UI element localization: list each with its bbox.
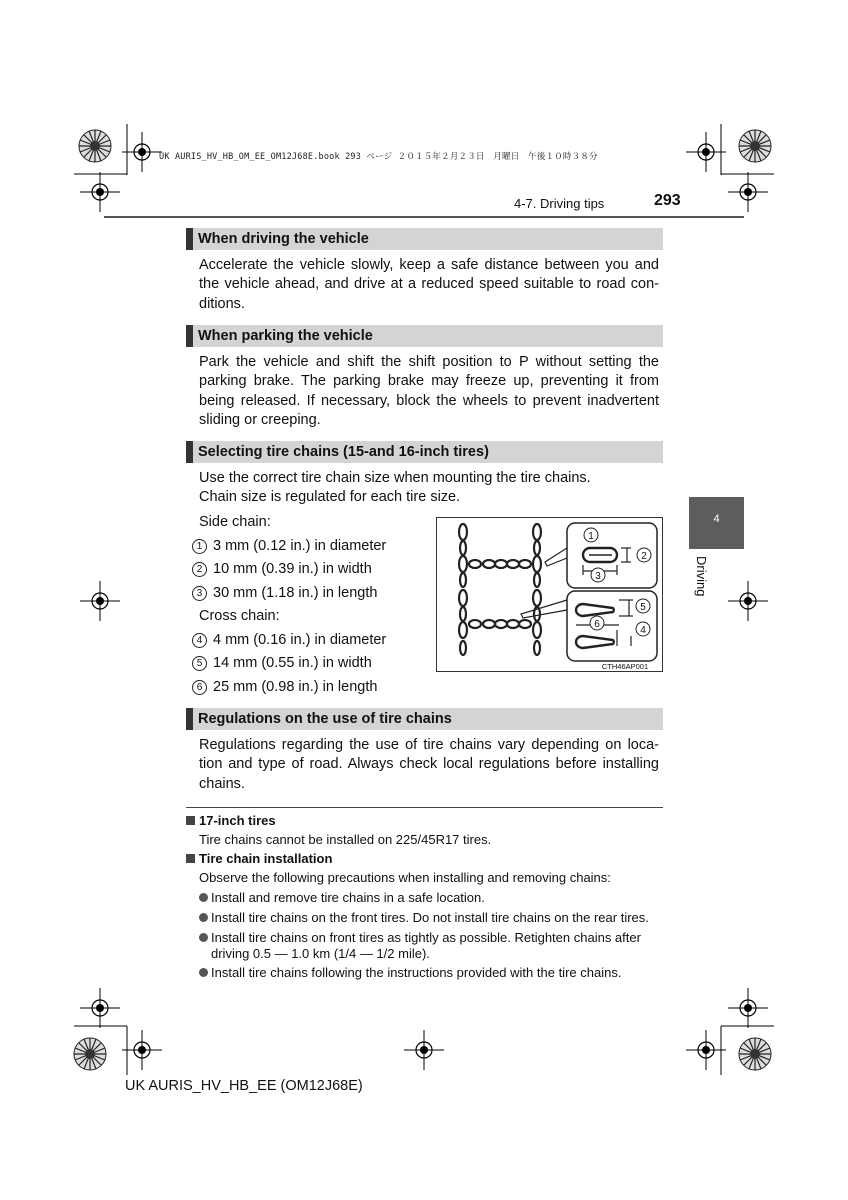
chapter-tab	[689, 497, 744, 549]
note-title-text: Tire chain installation	[199, 851, 333, 866]
callout-3: 3	[595, 571, 601, 582]
section-body-parking: Park the vehicle and shift the shift position to P without setting the parking brake. The parking brake may freeze up, preventing it from being released. If necessary, block the wheels to prevent inadvertent sliding or creeping.	[199, 354, 659, 428]
precaution-item	[199, 965, 664, 981]
spec-item-4	[192, 631, 386, 650]
spec-item-5	[192, 654, 372, 673]
precaution-text: Install tire chains following the instructions provided with the tire chains.	[211, 965, 622, 980]
spec-item-2	[192, 560, 372, 579]
callout-4: 4	[640, 625, 646, 636]
spec-item-6	[192, 678, 377, 697]
section-title-regulations: Regulations on the use of tire chains	[186, 708, 663, 730]
notes-divider	[186, 807, 663, 808]
spec-text: 10 mm (0.39 in.) in width	[213, 561, 372, 577]
callout-6: 6	[594, 619, 600, 630]
side-chain-label: Side chain:	[199, 514, 271, 530]
callout-1: 1	[588, 531, 594, 542]
body-line: Chain size is regulated for each tire size.	[199, 489, 461, 506]
rosette-bottom-right	[739, 1038, 771, 1070]
spec-text: 4 mm (0.16 in.) in diameter	[213, 632, 387, 648]
rosette-bottom-left	[74, 1038, 106, 1070]
body-line: Use the correct tire chain size when mounting the tire chains.	[199, 470, 591, 486]
note-title-17-inch	[186, 813, 276, 828]
bullet-icon	[199, 913, 208, 922]
number-badge: 3	[192, 586, 207, 601]
tire-chain-figure	[436, 517, 663, 672]
page-number: 293	[654, 192, 681, 209]
spec-item-3	[192, 584, 377, 603]
number-badge: 5	[192, 656, 207, 671]
precaution-item	[199, 930, 676, 961]
precaution-item	[199, 910, 664, 926]
rosette-top-right	[739, 130, 771, 162]
bullet-icon	[199, 933, 208, 942]
note-title-installation	[186, 851, 332, 866]
chapter-label: Driving	[694, 556, 709, 597]
section-body-regulations: Regulations regarding the use of tire chains vary depending on loca-tion and type of road. Always check local regulations before installing chains.	[199, 737, 659, 792]
spec-text: 14 mm (0.55 in.) in width	[213, 655, 372, 671]
footer-model-code: UK AURIS_HV_HB_EE (OM12J68E)	[125, 1078, 363, 1094]
cross-chain-label: Cross chain:	[199, 608, 280, 624]
spec-item-1	[192, 537, 386, 556]
print-header: UK AURIS_HV_HB_OM_EE_OM12J68E.book 293 ページ ２０１５年２月２３日 月曜日 午後１０時３８分	[159, 152, 598, 162]
spec-text: 3 mm (0.12 in.) in diameter	[213, 538, 387, 554]
square-bullet-icon	[186, 854, 195, 863]
precaution-text: Install tire chains on the front tires. Do not install tire chains on the rear tires.	[211, 910, 649, 925]
square-bullet-icon	[186, 816, 195, 825]
rosette-top-left	[79, 130, 111, 162]
note-text-17-inch: Tire chains cannot be installed on 225/45R17 tires.	[199, 832, 492, 847]
precaution-text: Install and remove tire chains in a safe location.	[211, 890, 485, 905]
running-head: 4-7. Driving tips	[514, 196, 605, 211]
note-intro-installation: Observe the following precautions when installing and removing chains:	[199, 870, 611, 885]
section-title-tire-chains: Selecting tire chains (15-and 16-inch tires)	[186, 441, 663, 463]
callout-5: 5	[640, 602, 646, 613]
section-body-driving: Accelerate the vehicle slowly, keep a safe distance between you and the vehicle ahead, and drive at a reduced speed suitable to road con-ditions.	[199, 257, 659, 312]
spec-text: 25 mm (0.98 in.) in length	[213, 679, 378, 695]
spec-text: 30 mm (1.18 in.) in length	[213, 585, 378, 601]
note-title-text: 17-inch tires	[199, 813, 276, 828]
chain-illustration	[437, 518, 662, 671]
bullet-icon	[199, 893, 208, 902]
callout-2: 2	[641, 551, 647, 562]
number-badge: 2	[192, 562, 207, 577]
chapter-number: 4	[713, 513, 720, 525]
figure-code: CTH46AP001	[601, 662, 649, 671]
precaution-item	[199, 890, 664, 906]
number-badge: 1	[192, 539, 207, 554]
precaution-text: Install tire chains on front tires as tightly as possible. Retighten chains after driving 0.5 — 1.0 km (1/4 — 1/2 mile).	[211, 930, 641, 961]
section-title-driving: When driving the vehicle	[186, 228, 663, 250]
number-badge: 4	[192, 633, 207, 648]
header-rule	[104, 216, 744, 218]
section-body-tire-chains	[199, 469, 659, 508]
section-title-parking: When parking the vehicle	[186, 325, 663, 347]
bullet-icon	[199, 968, 208, 977]
number-badge: 6	[192, 680, 207, 695]
